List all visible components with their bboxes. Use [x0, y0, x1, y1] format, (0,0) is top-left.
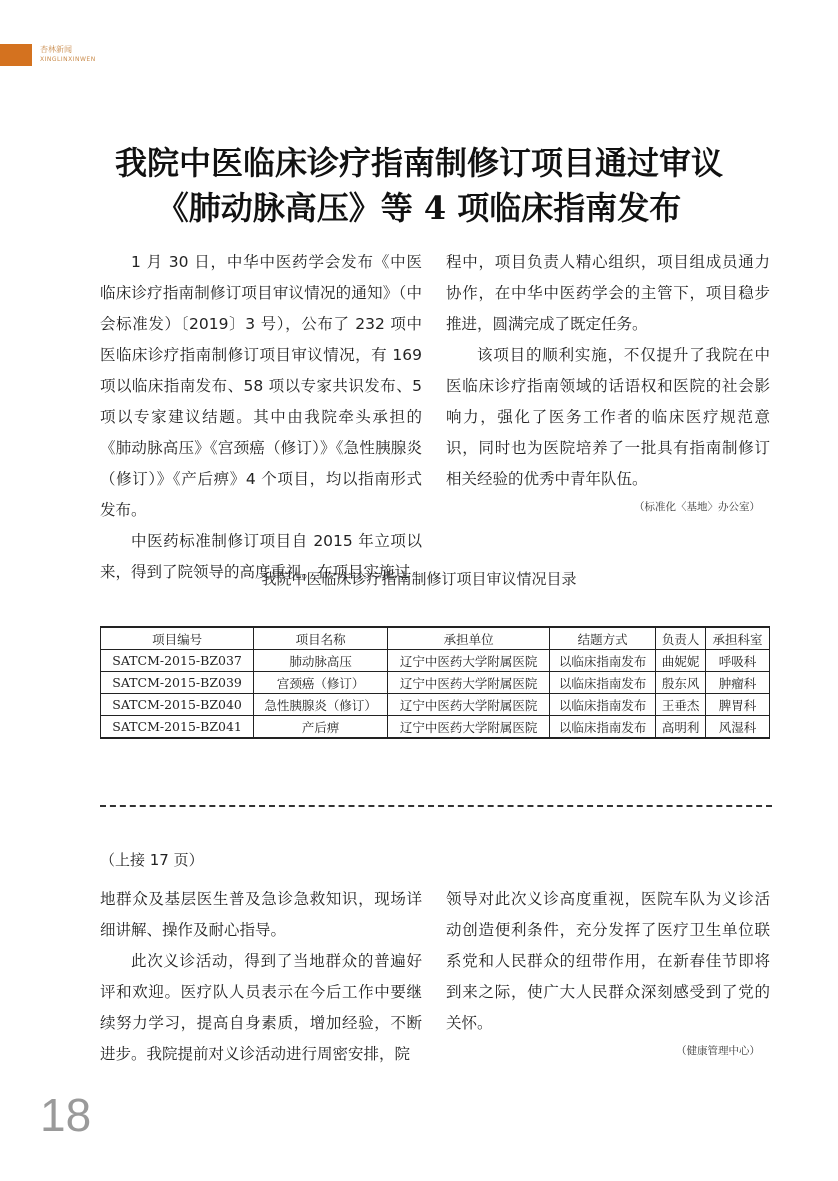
paragraph: 1 月 30 日，中华中医药学会发布《中医临床诊疗指南制修订项目审议情况的通知》（中会标准发）〔2019〕3 号），公布了 232 项中医临床诊疗指南制修订项目审议情况，有 169 项以临床指南发布、58 项以专家共识发布、5 项以专家建议结题。其中由我院牵头承担的《肺动脉高压》《宫颈癌（修订）》《急性胰腺炎（修订）》《产后痹》4 个项目，均以指南形式发布。 — [100, 253, 422, 519]
table-cell: 肿瘤科 — [706, 672, 770, 694]
table-cell: SATCM-2015-BZ039 — [101, 672, 254, 694]
header-cell: 项目名称 — [254, 627, 388, 650]
table-row — [101, 694, 770, 716]
table-cell: 高明利 — [656, 716, 706, 739]
table-cell: 以临床指南发布 — [550, 694, 656, 716]
table-cell: 辽宁中医药大学附属医院 — [388, 694, 550, 716]
article-title-line2: 《肺动脉高压》等 4 项临床指南发布 — [156, 189, 682, 227]
article2-left-column — [100, 884, 422, 1070]
article1-left-column — [100, 247, 422, 588]
article2-signature: （健康管理中心） — [676, 1045, 760, 1057]
article-title-line1: 我院中医临床诊疗指南制修订项目通过审议 — [114, 144, 723, 182]
paragraph: 中医药标准制修订项目自 2015 年立项以来，得到了院领导的高度重视。在项目实施过 — [100, 532, 422, 581]
table-cell: 产后痹 — [254, 716, 388, 739]
table-cell: 辽宁中医药大学附属医院 — [388, 650, 550, 672]
table-cell: 辽宁中医药大学附属医院 — [388, 672, 550, 694]
paragraph: 地群众及基层医生普及急诊急救知识，现场详细讲解、操作及耐心指导。 — [100, 890, 422, 939]
table-cell: 肺动脉高压 — [254, 650, 388, 672]
table-cell: 曲妮妮 — [656, 650, 706, 672]
article2-right-column — [446, 884, 770, 1061]
article1-signature: （标准化〈基地〉办公室） — [634, 501, 760, 513]
table-cell: 以临床指南发布 — [550, 672, 656, 694]
section-label-pinyin: XINGLINXINWEN — [40, 56, 96, 63]
table-cell: 以临床指南发布 — [550, 650, 656, 672]
header-cell: 项目编号 — [101, 627, 254, 650]
section-color-tab — [0, 44, 32, 66]
header-cell: 负责人 — [656, 627, 706, 650]
table-cell: 殷东风 — [656, 672, 706, 694]
section-divider — [100, 805, 772, 807]
table-cell: SATCM-2015-BZ040 — [101, 694, 254, 716]
table-row — [101, 672, 770, 694]
table-cell: 呼吸科 — [706, 650, 770, 672]
table-cell: 辽宁中医药大学附属医院 — [388, 716, 550, 739]
page-number: 18 — [40, 1089, 92, 1141]
paragraph: 领导对此次义诊高度重视，医院车队为义诊活动创造便利条件，充分发挥了医疗卫生单位联系党和人民群众的纽带作用，在新春佳节即将到来之际，使广大人民群众深刻感受到了党的关怀。 — [446, 890, 770, 1032]
paragraph: 该项目的顺利实施，不仅提升了我院在中医临床诊疗指南领域的话语权和医院的社会影响力，强化了医务工作者的临床医疗规范意识，同时也为医院培养了一批具有指南制修订相关经验的优秀中青年队伍。 — [446, 346, 770, 488]
table-caption: 我院中医临床诊疗指南制修订项目审议情况目录 — [261, 570, 577, 588]
continued-note: （上接 17 页） — [100, 851, 204, 869]
header-cell: 承担单位 — [388, 627, 550, 650]
table-cell: 王垂杰 — [656, 694, 706, 716]
table-cell: 脾胃科 — [706, 694, 770, 716]
header-cell: 承担科室 — [706, 627, 770, 650]
table-cell: 以临床指南发布 — [550, 716, 656, 739]
header-cell: 结题方式 — [550, 627, 656, 650]
section-label: 杏林新闻 — [40, 45, 72, 54]
table-cell: 宫颈癌（修订） — [254, 672, 388, 694]
table-row — [101, 650, 770, 672]
table-cell: SATCM-2015-BZ037 — [101, 650, 254, 672]
table-header-row — [101, 627, 770, 650]
table-row — [101, 716, 770, 739]
article1-right-column — [446, 247, 770, 517]
review-table — [100, 626, 770, 739]
table-cell: 急性胰腺炎（修订） — [254, 694, 388, 716]
paragraph: 此次义诊活动，得到了当地群众的普遍好评和欢迎。医疗队人员表示在今后工作中要继续努力学习，提高自身素质，增加经验，不断进步。我院提前对义诊活动进行周密安排，院 — [100, 952, 422, 1063]
table-cell: 风湿科 — [706, 716, 770, 739]
table-cell: SATCM-2015-BZ041 — [101, 716, 254, 739]
paragraph: 程中，项目负责人精心组织，项目组成员通力协作，在中华中医药学会的主管下，项目稳步推进，圆满完成了既定任务。 — [446, 253, 770, 333]
